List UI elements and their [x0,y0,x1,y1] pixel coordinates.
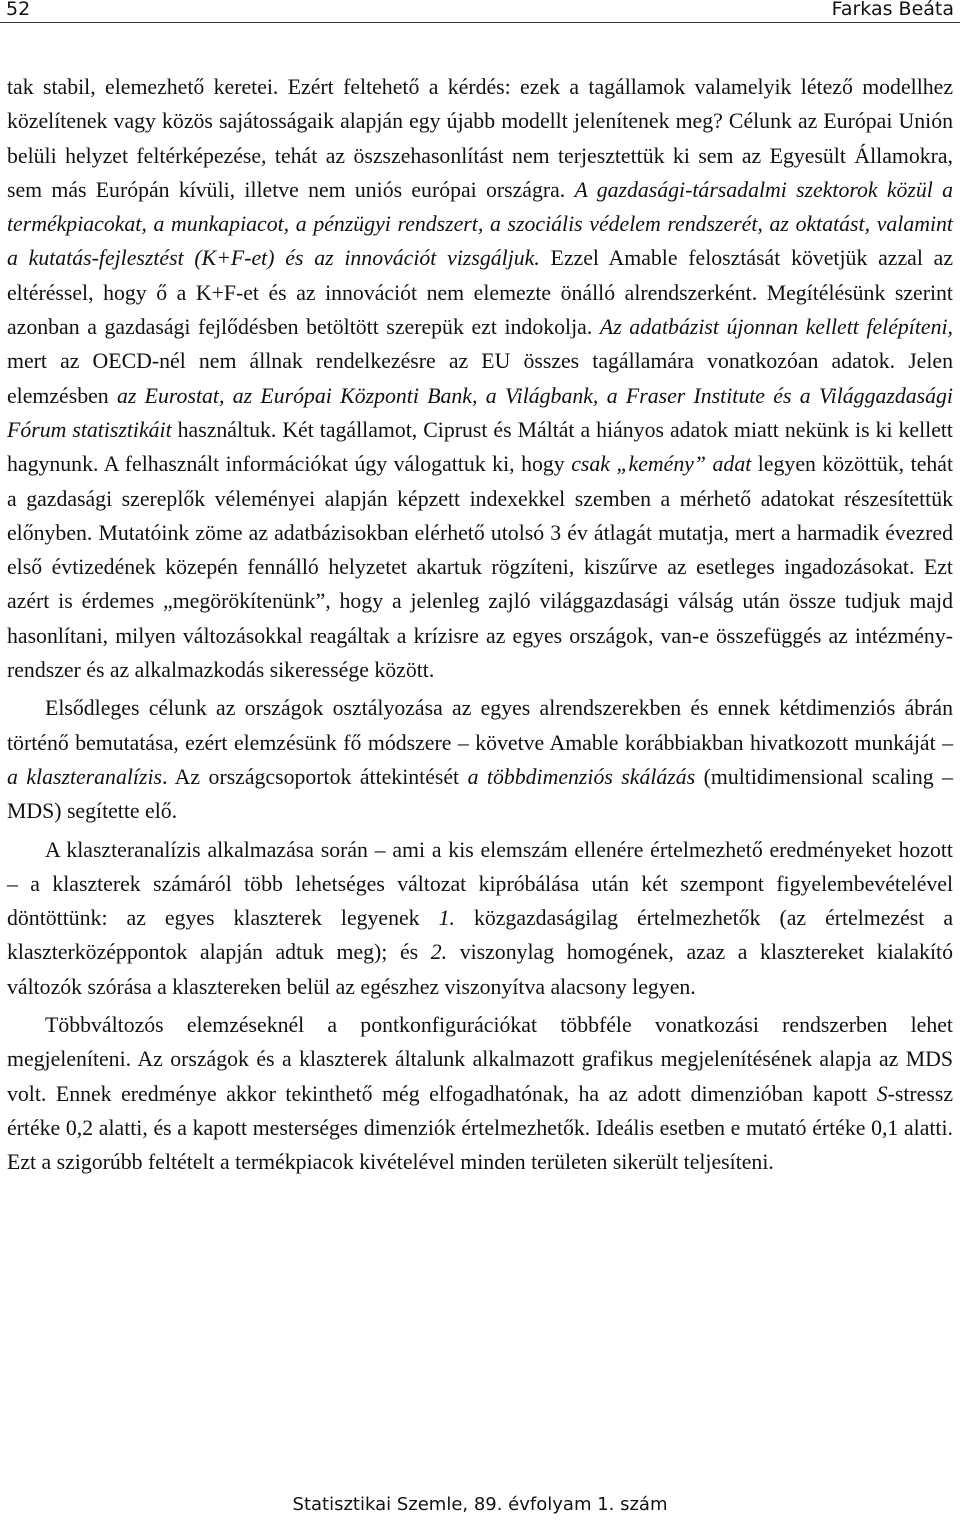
text-run: (multidimensional scaling – MDS) segítette elő. [7,764,954,824]
page-number: 52 [6,0,31,20]
paragraph [7,691,953,828]
text-run: használtuk. Két tagállamot, Ciprust és Máltát a hiányos adatok miatt nekünk is ki kellett hagynunk. A felhasznált információkat úgy válogattuk ki, hogy [7,417,953,477]
italic-text: S [876,1081,888,1106]
paragraph [7,70,953,687]
italic-text: az Eurostat, az Európai Központi Bank, a Világbank, a Fraser Institute és a Világgazdasági Fórum statisztikáit [7,383,953,442]
text-run: A klaszteranalízis alkalmazása során – ami a kis elemszám ellenére értelmezhető eredményeket hozott – a klaszterek számáról több lehetséges változat kipróbálása után két szempont figyelembevételével döntöttünk: az egyes klaszterek legyenek [7,837,953,931]
text-run: mert az OECD-nél nem állnak rendelkezésre az EU összes tagállamára vonatkozóan adatok. Jelen elemzésben [7,349,953,408]
italic-text: 2. [430,940,448,965]
text-run: legyen közöttük, tehát a gazdasági szereplők véleményei alapján képzett indexekkel szemben a mérhető adatokat részesítettük előnyben. Mutatóink zöme az adatbázisokban elérhető utolsó 3 év átlagát mutatja, mert a harmadik évezred első évtizedének közepén fennálló helyzetet akartuk rögzíteni, kiszűrve az esetleges ingadozásokat. Ezt azért is érdemes „megörökítenünk”, hogy a jelenleg zajló világgazdasági válság után össze tudjuk majd hasonlítani, milyen változásokkal reagáltak a krízisre az egyes országok, van-e összefüggés az intézményrendszer és az alkalmazkodás sikeressége között. [7,452,953,683]
italic-text: Az adatbázist újonnan kellett felépíteni, [599,315,953,340]
running-header [0,0,960,22]
text-run: -stressz értéke 0,2 alatti, és a kapott mesterséges dimenziók értelmezhetők. Ideális esetben e mutató értéke 0,1 alatti. Ezt a szigorúbb feltételt a termékpiacok kivételével minden területen sikerült teljesíteni. [7,1081,953,1175]
text-run: viszonylag homogének, azaz a klasztereket kialakító változók szórása a klasztereken belül az egészhez viszonyítva alacsony legyen. [7,940,953,999]
italic-text: csak „kemény” adat [571,452,752,477]
text-run: . Az országcsoportok áttekintését [161,764,468,789]
header-rule [0,22,960,23]
body-text [7,70,953,1180]
text-run: Többváltozós elemzéseknél a pontkonfigurációkat többféle vonatkozási rendszerben lehet megjeleníteni. Az országok és a klaszterek általunk alkalmazott grafikus megjelenítésének alapja az MDS volt. Ennek eredménye akkor tekinthető még elfogadhatónak, ha az adott dimenzióban kapott [7,1013,953,1106]
text-run: Ezzel Amable felosztását követjük azzal az eltéréssel, hogy ő a K+F-et és az innovációt nem elemezte önálló alrendszerként. Megítélésünk szerint azonban a gazdasági fejlődésben betöltött szerepük ezt indokolja. [7,246,953,340]
italic-text: a többdimenziós skálázás [467,764,696,789]
running-footer [0,1494,960,1515]
italic-text: A gazdasági-társadalmi szektorok közül a termékpiacokat, a munkapiacot, a pénzügyi rendszert, a szociális védelem rendszerét, az oktatást, valamint a kutatás-fejlesztést (K+F-et) és az innovációt vizsgáljuk. [7,177,954,271]
italic-text: a klaszteranalízis [7,764,162,789]
journal-title: Statisztikai Szemle, 89. évfolyam 1. szám [292,1494,668,1515]
running-author: Farkas Beáta [831,0,954,20]
text-run: tak stabil, elemezhető keretei. Ezért feltehető a kérdés: ezek a tagállamok valamelyik létező modellhez közelítenek vagy közös sajátosságaik alapján egy újabb modellt jelenítenek meg? Célunk az Európai Unión belüli helyzet feltérképezése, tehát az öszszehasonlítást nem terjesztettük ki sem az Egyesült Államokra, sem más Európán kívüli, illetve nem uniós európai országra. [7,75,953,202]
italic-text: 1. [438,906,455,931]
text-run: közgazdaságilag értelmezhetők (az értelmezést a klaszterközéppontok alapján adtuk meg); és [7,906,953,965]
paragraph [7,1008,953,1179]
text-run: Elsődleges célunk az országok osztályozása az egyes alrendszerekben és ennek kétdimenziós ábrán történő bemutatása, ezért elemzésünk fő módszere – követve Amable korábbiakban hivatkozott munkáját – [7,696,953,755]
paragraph [7,833,953,1004]
